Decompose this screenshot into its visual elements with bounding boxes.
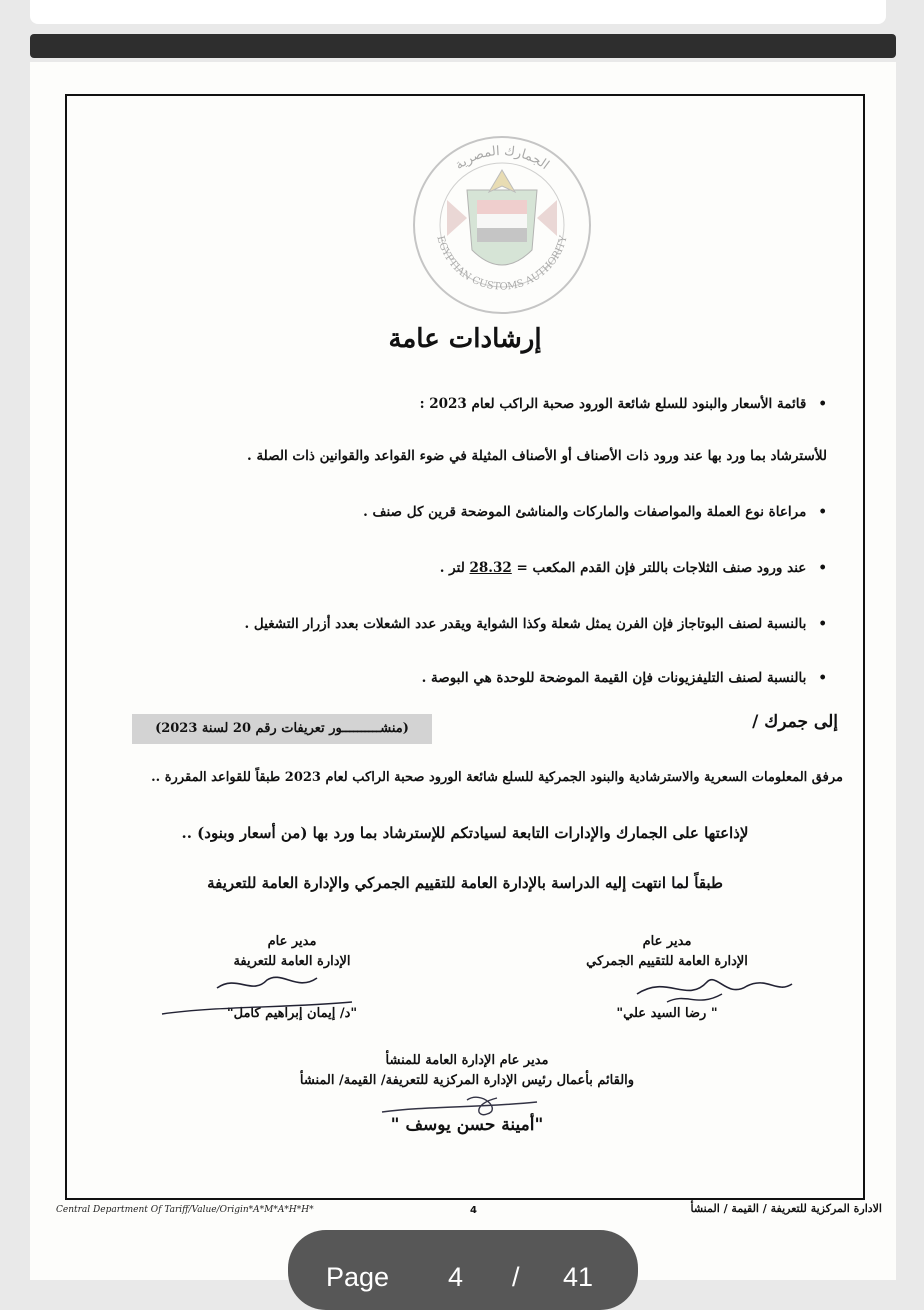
signature-mark	[627, 964, 797, 1014]
logo-english-text: EGYPTIAN CUSTOMS AUTHORITY	[434, 234, 570, 293]
footer-department-english: Central Department Of Tariff/Value/Origin*A*M*A*H*H*	[56, 1205, 314, 1215]
signature-mark	[157, 966, 357, 1022]
page-border	[65, 94, 865, 1200]
signatory-name: "أمينة حسن يوسف "	[390, 1115, 544, 1135]
signatory-role: مدير عام	[642, 934, 692, 949]
addressee: إلى جمرك /	[752, 712, 838, 732]
guideline-item-1	[420, 396, 827, 412]
fridge-conversion-value: 28.32	[469, 560, 512, 576]
guideline-continuation: للأسترشاد بما ورد بها عند ورود ذات الأصناف أو الأصناف المثيلة في ضوء القواعد والقوانين ذات الصلة .	[247, 448, 827, 464]
signature-mark	[377, 1092, 547, 1132]
page-separator-band	[30, 34, 896, 58]
total-pages: 41	[563, 1262, 594, 1292]
customs-authority-logo	[407, 130, 597, 320]
page-label: Page	[326, 1262, 390, 1292]
footer-page-number: 4	[470, 1205, 477, 1216]
page-separator: /	[512, 1262, 520, 1292]
guideline-text: قائمة الأسعار والبنود للسلع شائعة الورود صحبة الراكب لعام 2023 :	[419, 396, 807, 412]
document-page	[30, 62, 896, 1280]
guideline-unit: لتر .	[439, 560, 465, 576]
guideline-text: مراعاة نوع العملة والمواصفات والماركات والمناشئ الموضحة قرين كل صنف .	[363, 504, 807, 520]
signatory-role: مدير عام الإدارة العامة للمنشأ	[385, 1053, 549, 1068]
guideline-text: بالنسبة لصنف البوتاجاز فإن الفرن يمثل شعلة وكذا الشواية ويقدر عدد الشعلات بعدد أزرار التشغيل .	[244, 616, 807, 632]
signatory-department: الإدارة العامة للتعريفة	[233, 954, 351, 969]
logo-arabic-text: الجمارك المصرية	[452, 143, 552, 174]
previous-page-edge	[30, 0, 886, 24]
guideline-text: بالنسبة لصنف التليفزيونات فإن القيمة الموضحة للوحدة هي البوصة .	[421, 670, 807, 686]
body-line-3: طبقاً لما انتهت إليه الدراسة بالإدارة العامة للتقييم الجمركي والإدارة العامة للتعريفة	[207, 874, 723, 892]
page-indicator	[288, 1230, 638, 1310]
memo-reference: (منشــــــــــور تعريفات رقم 20 لسنة 2023)	[132, 714, 432, 744]
signatory-role: مدير عام	[267, 934, 317, 949]
signatory-name: " رضا السيد علي"	[616, 1006, 718, 1021]
guideline-item-2	[363, 504, 827, 520]
guideline-item-3	[440, 560, 827, 576]
guideline-item-5	[422, 670, 827, 686]
body-line-1: مرفق المعلومات السعرية والاسترشادية والبنود الجمركية للسلع شائعة الورود صحبة الراكب لعام 2023 طبقاً للقواعد المقررة ..	[151, 770, 843, 785]
guideline-item-4	[245, 616, 828, 632]
signatory-name: "د/ إيمان إبراهيم كامل"	[226, 1006, 358, 1021]
signatory-acting-title: والقائم بأعمال رئيس الإدارة المركزية للتعريفة/ القيمة/ المنشأ	[299, 1073, 635, 1088]
body-line-2: لإذاعتها على الجمارك والإدارات التابعة لسيادتكم للإسترشاد بما ورد بها (من أسعار وبنود) ..	[181, 824, 749, 842]
current-page: 4	[448, 1262, 464, 1292]
page-title: إرشادات عامة	[388, 324, 542, 354]
signatory-department: الإدارة العامة للتقييم الجمركي	[586, 954, 748, 969]
guideline-text: عند ورود صنف الثلاجات باللتر فإن القدم المكعب =	[516, 560, 807, 576]
footer-department-arabic: الادارة المركزية للتعريفة / القيمة / المنشأ	[690, 1202, 882, 1215]
